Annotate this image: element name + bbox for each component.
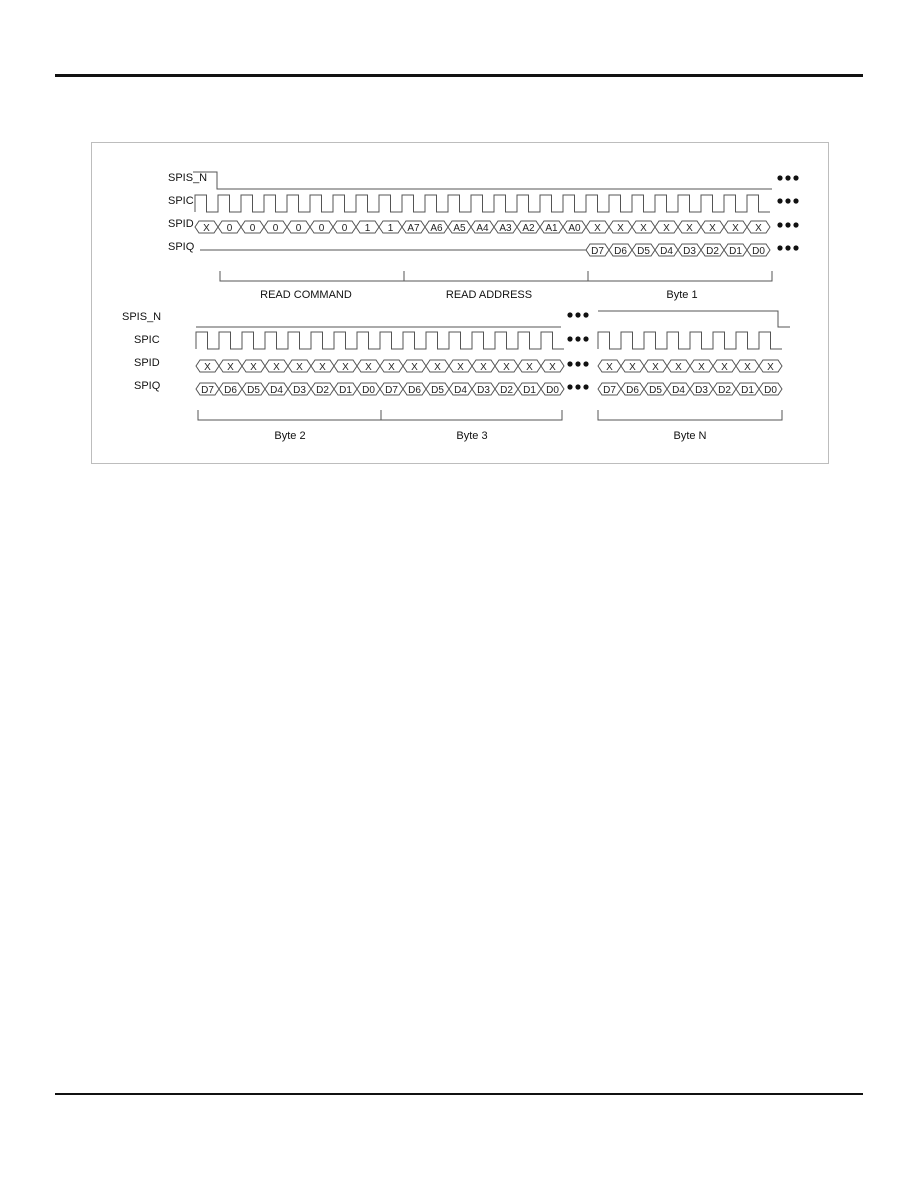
spid-2-cell-label: X bbox=[549, 362, 556, 373]
spiq-cell-label: D2 bbox=[706, 246, 719, 257]
continuation-dots bbox=[567, 312, 572, 317]
spid-cell-label: X bbox=[755, 223, 762, 234]
spid-cell-label: 0 bbox=[249, 223, 256, 234]
continuation-dots bbox=[785, 245, 790, 250]
spiq-2-cell-label: D4 bbox=[454, 385, 467, 396]
spid-n-cell-label: X bbox=[767, 362, 774, 373]
spid-2-cell-label: X bbox=[480, 362, 487, 373]
spid-cell-label: A7 bbox=[407, 223, 420, 234]
continuation-dots bbox=[575, 336, 580, 341]
spiq-cell-label: D3 bbox=[683, 246, 696, 257]
brace-label-byte-2: Byte 2 bbox=[274, 430, 306, 442]
spid-2-cell-label: X bbox=[503, 362, 510, 373]
spid-2-cell-label: X bbox=[388, 362, 395, 373]
spiq-n-cell-label: D5 bbox=[649, 385, 662, 396]
spiq-n-cell-label: D6 bbox=[626, 385, 639, 396]
spid-cell-label: 0 bbox=[272, 223, 279, 234]
spid-2-cell-label: X bbox=[227, 362, 234, 373]
spid-2-cell-label: X bbox=[342, 362, 349, 373]
spiq-2-cell-label: D3 bbox=[293, 385, 306, 396]
spiq-n-cell-label: D3 bbox=[695, 385, 708, 396]
spiq-2-cell-label: D3 bbox=[477, 385, 490, 396]
brace-label-read-address: READ ADDRESS bbox=[445, 289, 533, 301]
continuation-dots bbox=[785, 222, 790, 227]
spiq-label-2: SPIQ bbox=[134, 380, 161, 392]
brace-label-read-command: READ COMMAND bbox=[260, 289, 352, 301]
continuation-dots bbox=[583, 336, 588, 341]
spiq-2-cell-label: D0 bbox=[362, 385, 375, 396]
header-rule bbox=[55, 74, 863, 77]
spiq-2-cell-label: D1 bbox=[523, 385, 536, 396]
spiq-cell-label: D0 bbox=[752, 246, 765, 257]
continuation-dots bbox=[575, 312, 580, 317]
spid-cell-label: A3 bbox=[499, 223, 512, 234]
continuation-dots bbox=[785, 175, 790, 180]
spid-cell-label: 0 bbox=[341, 223, 348, 234]
continuation-dots bbox=[793, 222, 798, 227]
spiq-2-cell-label: D2 bbox=[316, 385, 329, 396]
spic-label: SPIC bbox=[168, 195, 194, 207]
spiq-cell-label: D4 bbox=[660, 246, 673, 257]
spid-cell-label: A1 bbox=[545, 223, 558, 234]
spid-cell-label: 1 bbox=[387, 223, 394, 234]
continuation-dots bbox=[777, 175, 782, 180]
spid-cell-label: 0 bbox=[226, 223, 233, 234]
brace-label-byte-1: Byte 1 bbox=[666, 289, 698, 301]
continuation-dots bbox=[793, 198, 798, 203]
spid-cell-label: X bbox=[663, 223, 670, 234]
spid-cell-label: X bbox=[686, 223, 693, 234]
spis-n-label: SPIS_N bbox=[168, 172, 208, 184]
spiq-2-cell-label: D4 bbox=[270, 385, 283, 396]
spid-cell-label: A5 bbox=[453, 223, 466, 234]
spid-2-cell-label: X bbox=[434, 362, 441, 373]
continuation-dots bbox=[567, 336, 572, 341]
spid-cell-label: X bbox=[732, 223, 739, 234]
spid-2-cell-label: X bbox=[457, 362, 464, 373]
footer-rule bbox=[55, 1093, 863, 1095]
spid-2-cell-label: X bbox=[319, 362, 326, 373]
spiq-cell-label: D7 bbox=[591, 246, 604, 257]
bracket-byte-n bbox=[598, 410, 782, 420]
spid-cell-label: X bbox=[203, 223, 210, 234]
spid-cell-label: X bbox=[594, 223, 601, 234]
spid-cell-label: A6 bbox=[430, 223, 443, 234]
spid-n-cell-label: X bbox=[698, 362, 705, 373]
spiq-2-cell-label: D6 bbox=[224, 385, 237, 396]
continuation-dots bbox=[575, 361, 580, 366]
continuation-dots bbox=[793, 245, 798, 250]
spid-2-cell-label: X bbox=[411, 362, 418, 373]
continuation-dots bbox=[785, 198, 790, 203]
spid-2-cell-label: X bbox=[250, 362, 257, 373]
spiq-cell-label: D5 bbox=[637, 246, 650, 257]
spiq-cell-label: D6 bbox=[614, 246, 627, 257]
spiq-2-cell-label: D1 bbox=[339, 385, 352, 396]
continuation-dots bbox=[567, 384, 572, 389]
continuation-dots bbox=[583, 361, 588, 366]
spiq-2-cell-label: D6 bbox=[408, 385, 421, 396]
continuation-dots bbox=[567, 361, 572, 366]
spid-n-cell-label: X bbox=[629, 362, 636, 373]
spid-label-2: SPID bbox=[134, 357, 160, 369]
spid-2-cell-label: X bbox=[273, 362, 280, 373]
spic-waveform-n bbox=[598, 332, 782, 349]
bracket-bottom bbox=[198, 410, 562, 420]
timing-diagram-svg bbox=[92, 143, 830, 465]
spis-n-label-2: SPIS_N bbox=[122, 311, 162, 323]
bracket-top bbox=[220, 271, 772, 281]
spiq-2-cell-label: D2 bbox=[500, 385, 513, 396]
spid-2-cell-label: X bbox=[296, 362, 303, 373]
spic-waveform-2 bbox=[196, 332, 564, 349]
spid-n-cell-label: X bbox=[675, 362, 682, 373]
spid-2-cell-label: X bbox=[526, 362, 533, 373]
continuation-dots bbox=[777, 245, 782, 250]
spid-n-cell-label: X bbox=[606, 362, 613, 373]
spid-cell-label: 0 bbox=[295, 223, 302, 234]
spid-n-cell-label: X bbox=[721, 362, 728, 373]
spiq-2-cell-label: D0 bbox=[546, 385, 559, 396]
continuation-dots bbox=[793, 175, 798, 180]
spiq-n-cell-label: D7 bbox=[603, 385, 616, 396]
continuation-dots bbox=[575, 384, 580, 389]
spi-read-timing-diagram bbox=[91, 142, 829, 464]
spiq-label: SPIQ bbox=[168, 241, 195, 253]
spid-cell-label: X bbox=[640, 223, 647, 234]
spiq-n-cell-label: D0 bbox=[764, 385, 777, 396]
continuation-dots bbox=[777, 222, 782, 227]
spid-n-cell-label: X bbox=[652, 362, 659, 373]
spid-2-cell-label: X bbox=[204, 362, 211, 373]
spiq-2-cell-label: D5 bbox=[247, 385, 260, 396]
spid-cell-label: A4 bbox=[476, 223, 489, 234]
spid-cell-label: A2 bbox=[522, 223, 535, 234]
brace-label-byte-n: Byte N bbox=[673, 430, 707, 442]
spic-label-2: SPIC bbox=[134, 334, 160, 346]
spiq-n-cell-label: D4 bbox=[672, 385, 685, 396]
spid-cell-label: 0 bbox=[318, 223, 325, 234]
spid-cell-label: 1 bbox=[364, 223, 371, 234]
spid-2-cell-label: X bbox=[365, 362, 372, 373]
spid-cell-label: X bbox=[617, 223, 624, 234]
spid-label: SPID bbox=[168, 218, 194, 230]
spiq-2-cell-label: D7 bbox=[385, 385, 398, 396]
spid-n-cell-label: X bbox=[744, 362, 751, 373]
continuation-dots bbox=[777, 198, 782, 203]
spiq-cell-label: D1 bbox=[729, 246, 742, 257]
continuation-dots bbox=[583, 312, 588, 317]
spiq-n-cell-label: D1 bbox=[741, 385, 754, 396]
continuation-dots bbox=[583, 384, 588, 389]
spis-n-waveform bbox=[193, 172, 772, 189]
spis-n-waveform-n bbox=[598, 311, 790, 327]
spiq-n-cell-label: D2 bbox=[718, 385, 731, 396]
spic-waveform bbox=[195, 195, 770, 212]
spiq-2-cell-label: D5 bbox=[431, 385, 444, 396]
spiq-2-cell-label: D7 bbox=[201, 385, 214, 396]
spid-cell-label: A0 bbox=[568, 223, 581, 234]
spid-cell-label: X bbox=[709, 223, 716, 234]
brace-label-byte-3: Byte 3 bbox=[456, 430, 488, 442]
